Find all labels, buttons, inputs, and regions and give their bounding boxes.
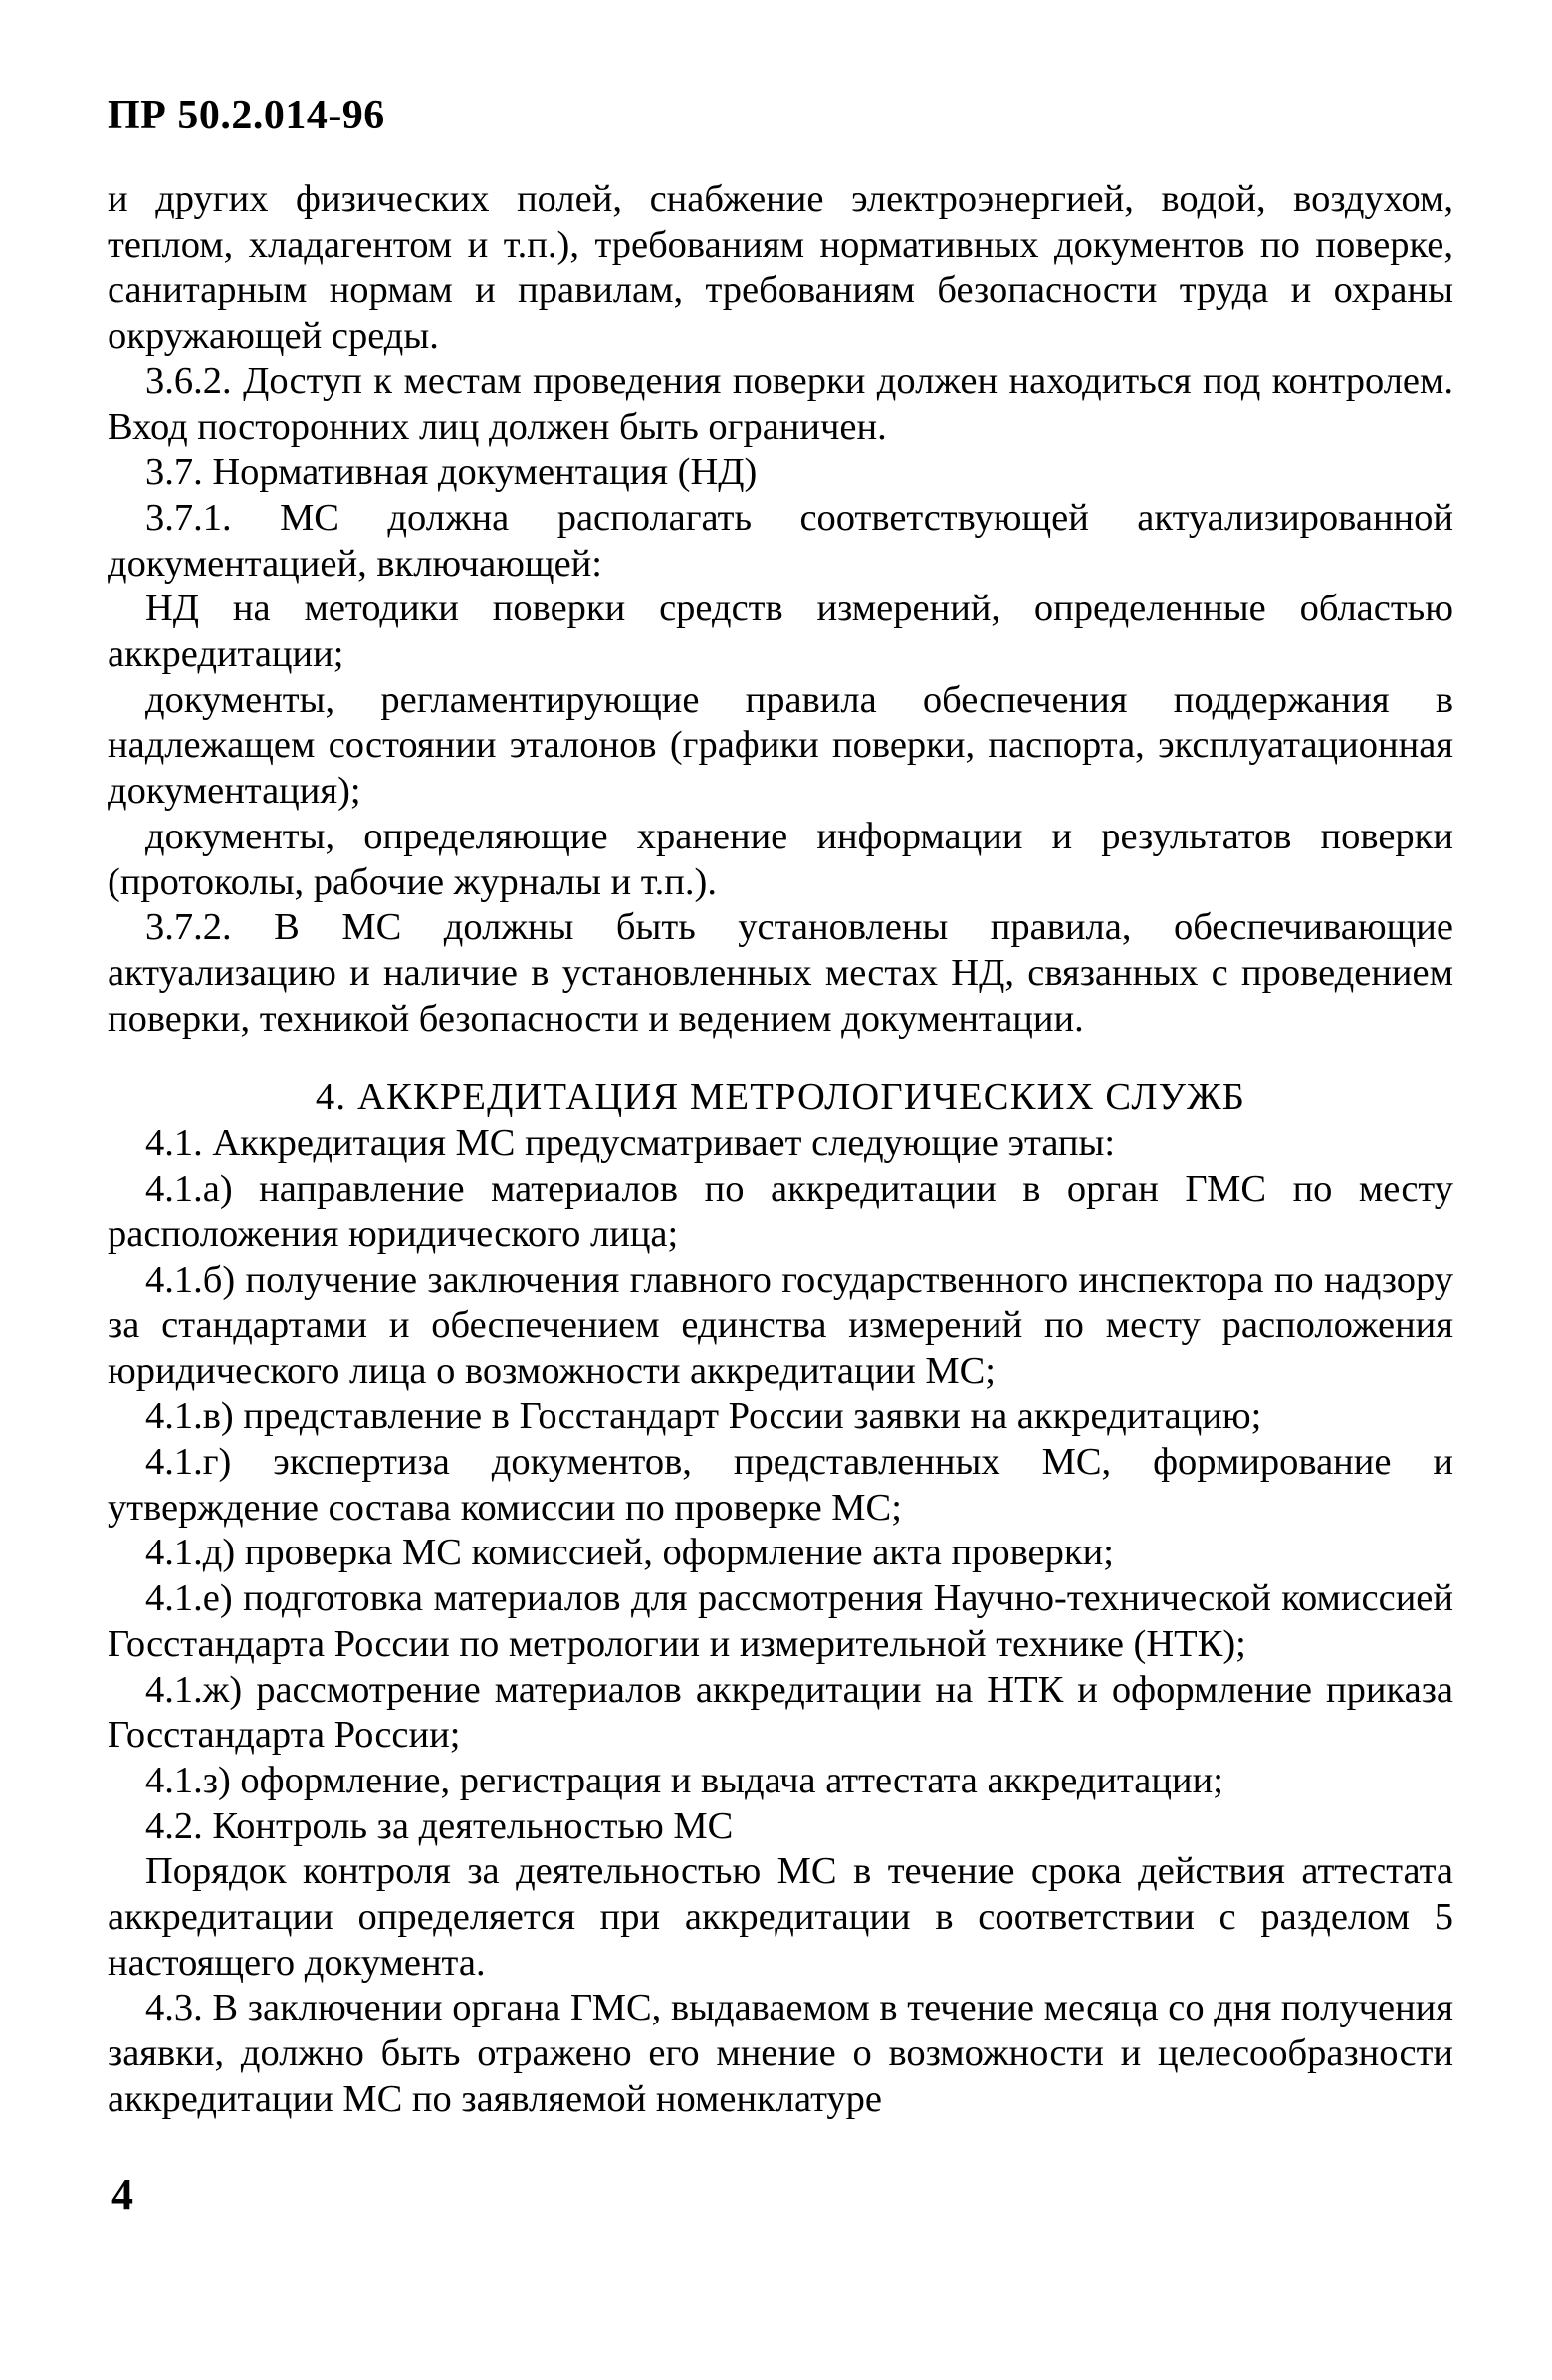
section-title-4: 4. АККРЕДИТАЦИЯ МЕТРОЛОГИЧЕСКИХ СЛУЖБ xyxy=(315,1076,1246,1119)
paragraph-4-1-e: 4.1.е) подготовка материалов для рассмотрения Научно-технической комиссией Госстандарта России по метрологии и измерительной технике (НТК); xyxy=(108,1577,1453,1665)
page-number: 4 xyxy=(111,2170,133,2219)
subheading-4-2: 4.2. Контроль за деятельностью МС xyxy=(145,1804,734,1847)
paragraph-3-6-2: 3.6.2. Доступ к местам проведения поверки должен находиться под контролем. Вход посторонних лиц должен быть ограничен. xyxy=(108,359,1453,448)
paragraph-4-1-zh: 4.1.ж) рассмотрение материалов аккредитации на НТК и оформление приказа Госстандарта России; xyxy=(108,1668,1453,1757)
paragraph-control-procedure: Порядок контроля за деятельностью МС в течение срока действия аттестата аккредитации определяется при аккредитации в соответствии с разделом 5 настоящего документа. xyxy=(108,1850,1453,1984)
paragraph-4-1-g: 4.1.г) экспертиза документов, представленных МС, формирование и утверждение состава комиссии по проверке МС; xyxy=(108,1440,1453,1529)
paragraph-4-1-d: 4.1.д) проверка МС комиссией, оформление акта проверки; xyxy=(145,1532,1114,1574)
body-text xyxy=(108,177,1453,2123)
list-item-nd-methods: НД на методики поверки средств измерений, определенные областью аккредитации; xyxy=(108,588,1453,676)
paragraph-4-3: 4.3. В заключении органа ГМС, выдаваемом в течение месяца со дня получения заявки, должно быть отражено его мнение о возможности и целесообразности аккредитации МС по заявляемой номенклатуре xyxy=(108,1987,1453,2120)
subheading-3-7: 3.7. Нормативная документация (НД) xyxy=(145,451,758,494)
paragraph-4-1-b: 4.1.б) получение заключения главного государственного инспектора по надзору за стандартами и обеспечением единства измерений по месту расположения юридического лица о возможности аккредитации МС; xyxy=(108,1259,1453,1392)
paragraph-4-1-a: 4.1.а) направление материалов по аккредитации в орган ГМС по месту расположения юридического лица; xyxy=(108,1167,1453,1256)
document-code-header: ПР 50.2.014-96 xyxy=(108,93,385,138)
paragraph-4-1-v: 4.1.в) представление в Госстандарт России заявки на аккредитацию; xyxy=(145,1395,1262,1438)
paragraph-3-7-1: 3.7.1. МС должна располагать соответствующей актуализированной документацией, включающей: xyxy=(108,496,1453,585)
paragraph-3-7-2: 3.7.2. В МС должны быть установлены правила, обеспечивающие актуализацию и наличие в установленных местах НД, связанных с проведением поверки, техникой безопасности и ведением документации. xyxy=(108,906,1453,1040)
list-item-standards-documents: документы, регламентирующие правила обеспечения поддержания в надлежащем состоянии эталонов (графики поверки, паспорта, эксплуатационная документация); xyxy=(108,678,1453,813)
paragraph-4-1-z: 4.1.з) оформление, регистрация и выдача аттестата аккредитации; xyxy=(145,1759,1223,1801)
list-item-storage-documents: документы, определяющие хранение информации и результатов поверки (протоколы, рабочие журналы и т.п.). xyxy=(108,815,1453,903)
paragraph-4-1: 4.1. Аккредитация МС предусматривает следующие этапы: xyxy=(145,1122,1116,1165)
paragraph-continuation: и других физических полей, снабжение электроэнергией, водой, воздухом, теплом, хладагентом и т.п.), требованиям нормативных документов по поверке, санитарным нормам и правилам, требованиям безопасности труда и охраны окружающей среды. xyxy=(108,178,1453,357)
